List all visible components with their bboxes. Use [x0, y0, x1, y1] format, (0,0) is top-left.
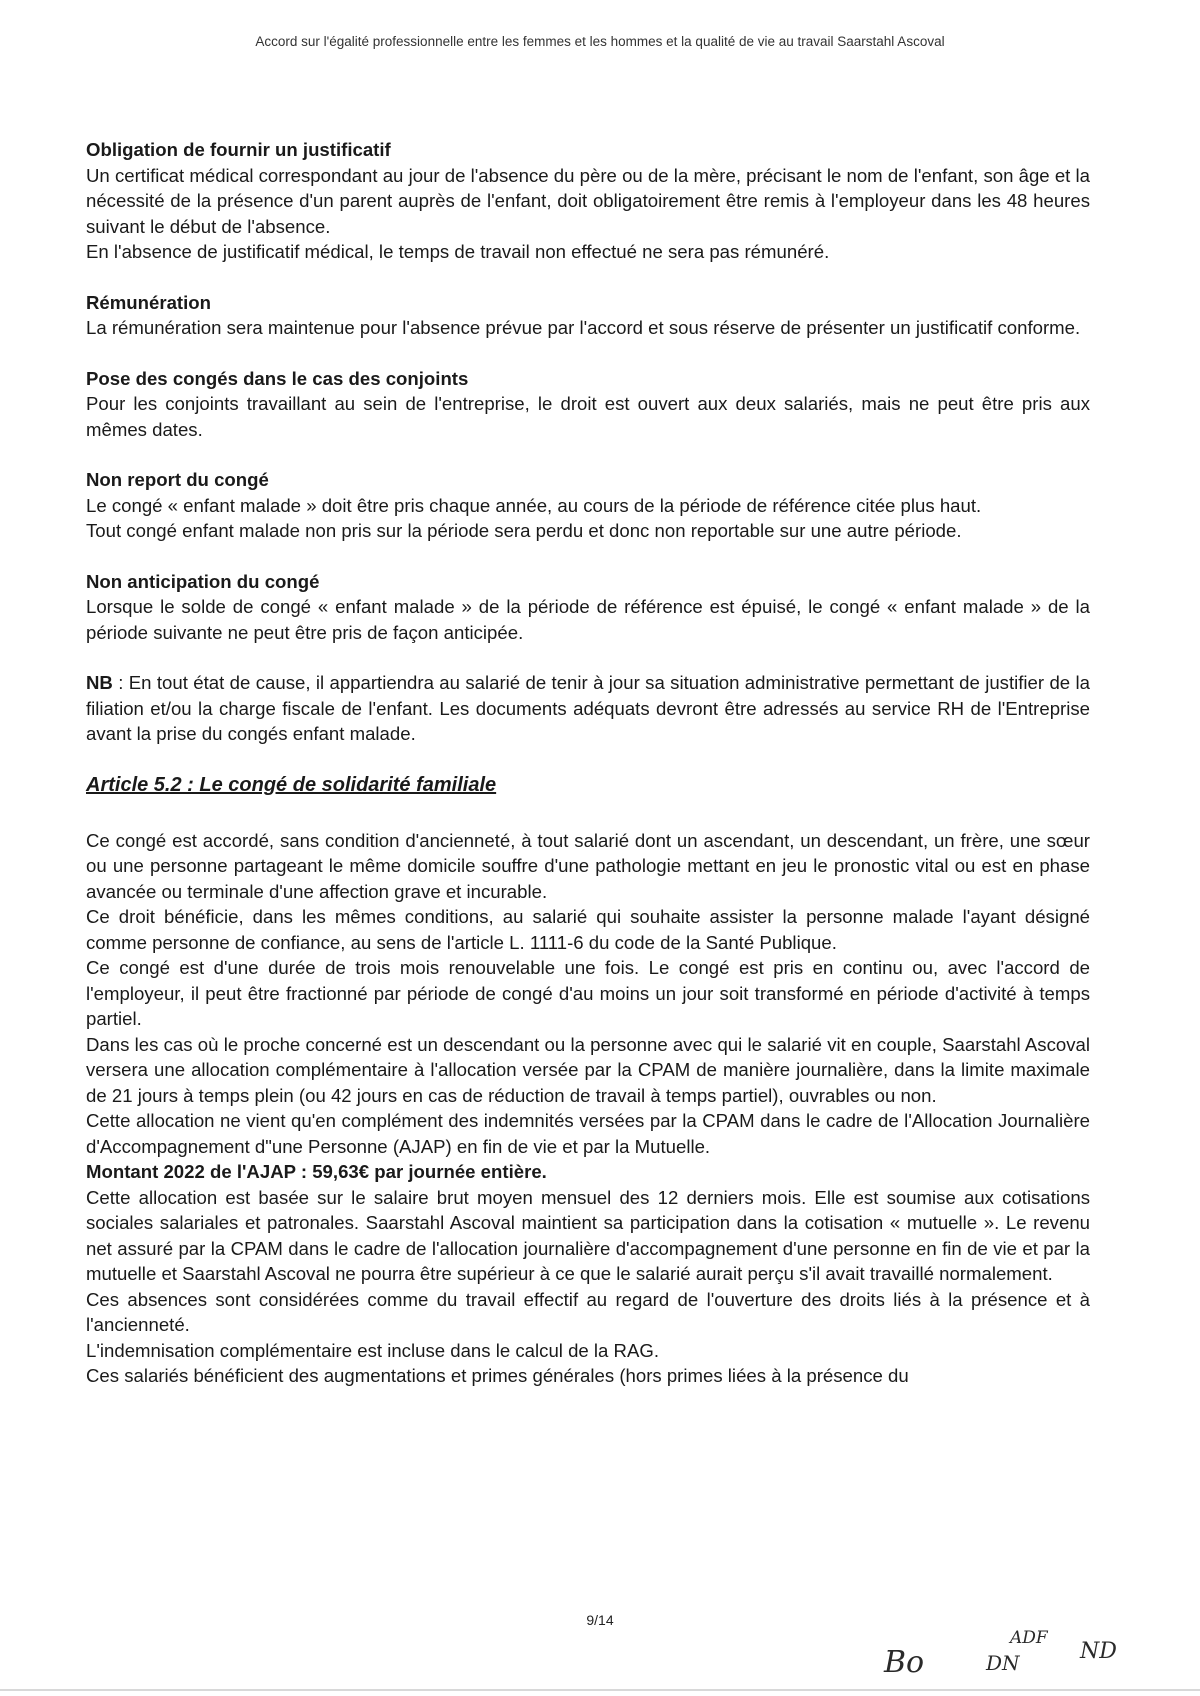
initial-signature: ADF [1010, 1628, 1048, 1648]
paragraph: Ces absences sont considérées comme du travail effectif au regard de l'ouverture des droits liés à la présence et à l'ancienneté. [86, 1288, 1090, 1335]
section-conjoints [86, 366, 1090, 443]
paragraph [86, 670, 1090, 747]
scan-edge-divider [0, 1689, 1200, 1691]
section-justificatif [86, 137, 1090, 265]
document-body [86, 137, 1090, 1389]
section-heading: Non report du congé [86, 469, 269, 490]
paragraph: Dans les cas où le proche concerné est un descendant ou la personne avec qui le salarié vit en couple, Saarstahl Ascoval versera une allocation complémentaire à l'allocation versée par la CPAM de manière journalière, dans la limite maximale de 21 jours à temps plein (ou 42 jours en cas de réduction de travail à temps partiel), ouvrables ou non. [86, 1033, 1090, 1106]
ajap-amount: Montant 2022 de l'AJAP : 59,63€ par journée entière. [86, 1161, 547, 1182]
paragraph: Ces salariés bénéficient des augmentations et primes générales (hors primes liées à la présence du [86, 1365, 909, 1386]
paragraph: Un certificat médical correspondant au jour de l'absence du père ou de la mère, précisant le nom de l'enfant, son âge et la nécessité de la présence d'un parent auprès de l'enfant, doit obligatoirement être remis à l'employeur dans les 48 heures suivant le début de l'absence. [86, 164, 1090, 237]
page-number: 9/14 [586, 1612, 614, 1628]
section-heading: Pose des congés dans le cas des conjoints [86, 367, 469, 389]
section-remuneration [86, 290, 1090, 341]
paragraph: La rémunération sera maintenue pour l'absence prévue par l'accord et sous réserve de présenter un justificatif conforme. [86, 317, 1081, 338]
running-header: Accord sur l'égalité professionnelle entre les femmes et les hommes et la qualité de vie au travail Saarstahl Ascoval [255, 34, 945, 49]
initial-signature: ND [1080, 1639, 1117, 1664]
paragraph: Cette allocation ne vient qu'en complément des indemnités versées par la CPAM dans le cadre de l'Allocation Journalière d'Accompagnement d"une Personne (AJAP) en fin de vie et par la Mutuelle. [86, 1110, 1090, 1157]
paragraph: En l'absence de justificatif médical, le temps de travail non effectué ne sera pas rémunéré. [86, 241, 830, 262]
paragraph: Ce droit bénéficie, dans les mêmes conditions, au salarié qui souhaite assister la personne malade l'ayant désigné comme personne de confiance, au sens de l'article L. 1111-6 du code de la Santé Publique. [86, 906, 1090, 953]
paragraph: Le congé « enfant malade » doit être pris chaque année, au cours de la période de référence citée plus haut. [86, 494, 982, 516]
initial-signature: DN [986, 1651, 1020, 1675]
initial-signature: Bo [884, 1645, 925, 1680]
nb-label: NB [86, 672, 113, 693]
section-heading: Non anticipation du congé [86, 570, 320, 592]
nb-text: : En tout état de cause, il appartiendra au salarié de tenir à jour sa situation administrative permettant de justifier de la filiation et/ou la charge fiscale de l'enfant. Les documents adéquats devront être adressés au service RH de l'Entreprise avant la prise du congés enfant malade. [86, 672, 1090, 744]
paragraph: Lorsque le solde de congé « enfant malade » de la période de référence est épuisé, le congé « enfant malade » de la période suivante ne peut être pris de façon anticipée. [86, 596, 1090, 643]
handwritten-initials [870, 1627, 1140, 1687]
paragraph: Tout congé enfant malade non pris sur la période sera perdu et donc non reportable sur une autre période. [86, 520, 962, 541]
nb-note [86, 670, 1090, 747]
article-heading: Article 5.2 : Le congé de solidarité familiale [86, 773, 497, 796]
section-heading: Rémunération [86, 291, 212, 313]
section-non-anticipation [86, 569, 1090, 646]
paragraph: Cette allocation est basée sur le salaire brut moyen mensuel des 12 derniers mois. Elle est soumise aux cotisations sociales salariales et patronales. Saarstahl Ascoval maintient sa participation dans la cotisation « mutuelle ». Le revenu net assuré par la CPAM dans le cadre de l'allocation journalière d'accompagnement d'une personne en fin de vie et par la mutuelle et Saarstahl Ascoval ne pourra être supérieur à ce que le salarié aurait perçu s'il avait travaillé normalement. [86, 1186, 1090, 1284]
paragraph: Ce congé est d'une durée de trois mois renouvelable une fois. Le congé est pris en continu ou, avec l'accord de l'employeur, il peut être fractionné par période de congé d'au moins un jour soit transformé en période d'activité à temps partiel. [86, 957, 1090, 1029]
paragraph: Ce congé est accordé, sans condition d'ancienneté, à tout salarié dont un ascendant, un descendant, un frère, une sœur ou une personne partageant le même domicile souffre d'une pathologie mettant en jeu le pronostic vital ou est en phase avancée ou terminale d'une affection grave et incurable. [86, 829, 1090, 902]
paragraph: Pour les conjoints travaillant au sein de l'entreprise, le droit est ouvert aux deux salariés, mais ne peut être pris aux mêmes dates. [86, 393, 1090, 440]
section-heading: Obligation de fournir un justificatif [86, 139, 391, 160]
section-non-report [86, 467, 1090, 544]
paragraph: L'indemnisation complémentaire est incluse dans le calcul de la RAG. [86, 1339, 660, 1361]
